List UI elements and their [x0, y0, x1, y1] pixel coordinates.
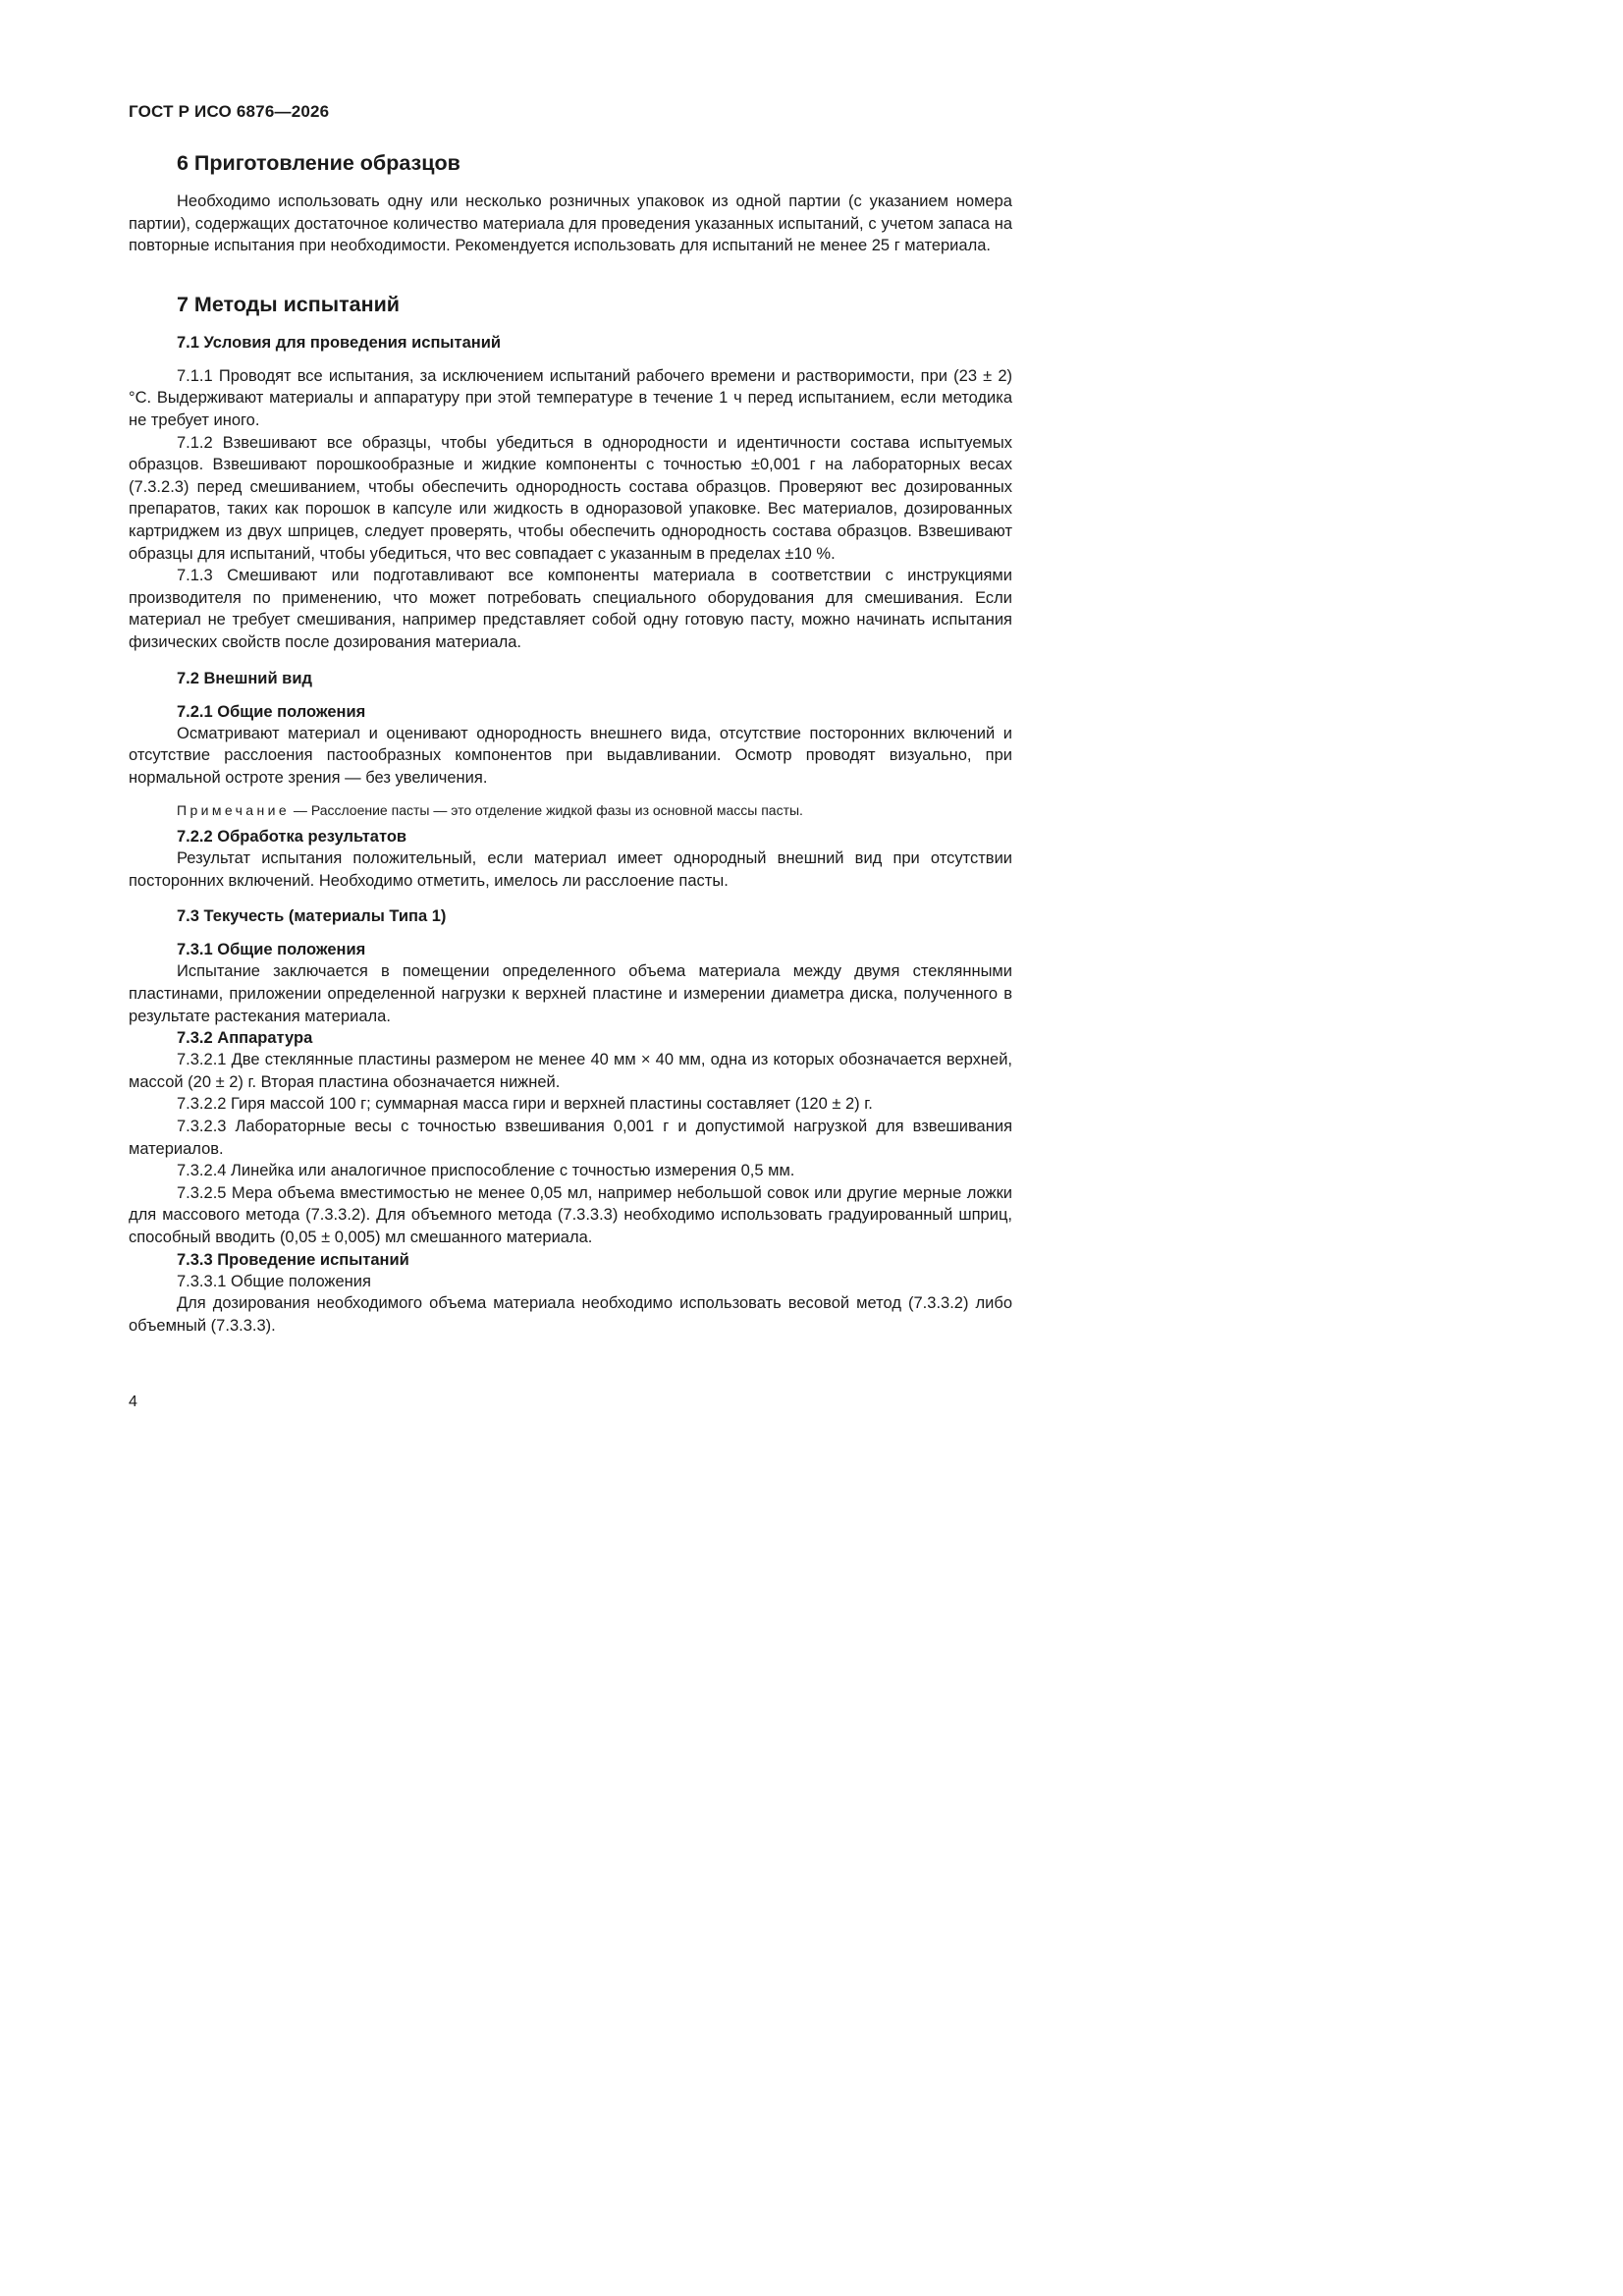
section-7-1-title: 7.1 Условия для проведения испытаний — [177, 333, 502, 352]
section-7-2-2-title: 7.2.2 Обработка результатов — [177, 828, 407, 847]
section-7-title: 7 Методы испытаний — [177, 292, 401, 316]
paragraph-7-1-3: 7.1.3 Смешивают или подготавливают все компоненты материала в соответствии с инструкциями производителя по применению, что может потребовать специального оборудования для смешивания. Если материал не требует смешивания, например представляет собой одну готовую пасту, можно начинать испытания физических свойств после дозирования материала. — [129, 567, 1012, 651]
document-page — [0, 0, 1083, 1532]
section-7-3-1-title: 7.3.1 Общие положения — [177, 941, 366, 959]
section-7-2-1-title: 7.2.1 Общие положения — [177, 702, 366, 721]
section-7-3-3-title: 7.3.3 Проведение испытаний — [177, 1250, 409, 1269]
paragraph-7-2-2: Результат испытания положительный, если материал имеет однородный внешний вид при отсутствии посторонних включений. Необходимо отметить, имелось ли расслоение пасты. — [129, 849, 1012, 890]
document-code-header: ГОСТ Р ИСО 6876—2026 — [129, 102, 330, 121]
section-7-2-title: 7.2 Внешний вид — [177, 669, 312, 687]
note — [129, 800, 1012, 820]
document-body — [129, 149, 1012, 1337]
paragraph-7-3-3-1: Для дозирования необходимого объема материала необходимо использовать весовой метод (7.3.3.2) либо объемный (7.3.3.3). — [129, 1294, 1012, 1335]
paragraph-7-3-1: Испытание заключается в помещении определенного объема материала между двумя стеклянными пластинами, приложении определенной нагрузки к верхней пластине и измерении диаметра диска, полученного в результате растекания материала. — [129, 962, 1012, 1025]
section-6-title: 6 Приготовление образцов — [177, 151, 460, 175]
paragraph-7-1-2: 7.1.2 Взвешивают все образцы, чтобы убедиться в однородности и идентичности состава испытуемых образцов. Взвешивают порошкообразные и жидкие компоненты с точностью ±0,001 г на лабораторных весах (7.3.2.3) перед смешиванием, чтобы обеспечить однородность состава образцов. Проверяют вес дозированных препаратов, таких как порошок в капсуле или жидкость в одноразовой упаковке. Вес материалов, дозированных картриджем из двух шприцев, следует проверять, чтобы обеспечить однородность состава образцов. Взвешивают образцы для испытаний, чтобы убедиться, что вес совпадает с указанным в пределах ±10 %. — [129, 433, 1012, 563]
paragraph-7-3-2-3: 7.3.2.3 Лабораторные весы с точностью взвешивания 0,001 г и допустимой нагрузкой для взвешивания материалов. — [129, 1118, 1012, 1158]
paragraph-7-3-3-1-heading: 7.3.3.1 Общие положения — [177, 1272, 371, 1290]
paragraph-7-3-2-2: 7.3.2.2 Гиря массой 100 г; суммарная масса гири и верхней пластины составляет (120 ± 2) г. — [177, 1095, 873, 1114]
note-label: Примечание — [177, 802, 291, 819]
paragraph-7-2-1: Осматривают материал и оценивают однородность внешнего вида, отсутствие посторонних включений и отсутствие расслоения пастообразных компонентов при выдавливании. Осмотр проводят визуально, при нормальной остроте зрения — без увеличения. — [129, 724, 1012, 787]
paragraph-7-3-2-1: 7.3.2.1 Две стеклянные пластины размером не менее 40 мм × 40 мм, одна из которых обозначается верхней, массой (20 ± 2) г. Вторая пластина обозначается нижней. — [129, 1051, 1012, 1091]
section-7-3-title: 7.3 Текучесть (материалы Типа 1) — [177, 907, 447, 926]
section-6-paragraph: Необходимо использовать одну или несколько розничных упаковок из одной партии (с указанием номера партии), содержащих достаточное количество материала для проведения указанных испытаний, с учетом запаса на повторные испытания при необходимости. Рекомендуется использовать для испытаний не менее 25 г материала. — [129, 192, 1012, 255]
page-number: 4 — [129, 1394, 137, 1410]
paragraph-7-3-2-4: 7.3.2.4 Линейка или аналогичное приспособление с точностью измерения 0,5 мм. — [177, 1162, 795, 1180]
paragraph-7-3-2-5: 7.3.2.5 Мера объема вместимостью не менее 0,05 мл, например небольшой совок или другие мерные ложки для массового метода (7.3.3.2). Для объемного метода (7.3.3.3) необходимо использовать градуированный шприц, способный вводить (0,05 ± 0,005) мл смешанного материала. — [129, 1183, 1012, 1246]
paragraph-7-1-1: 7.1.1 Проводят все испытания, за исключением испытаний рабочего времени и растворимости, при (23 ± 2) °С. Выдерживают материалы и аппаратуру при этой температуре в течение 1 ч перед испытанием, если методика не требует иного. — [129, 366, 1012, 429]
section-7-3-2-title: 7.3.2 Аппаратура — [177, 1029, 313, 1048]
note-text: — Расслоение пасты — это отделение жидкой фазы из основной массы пасты. — [290, 802, 803, 819]
